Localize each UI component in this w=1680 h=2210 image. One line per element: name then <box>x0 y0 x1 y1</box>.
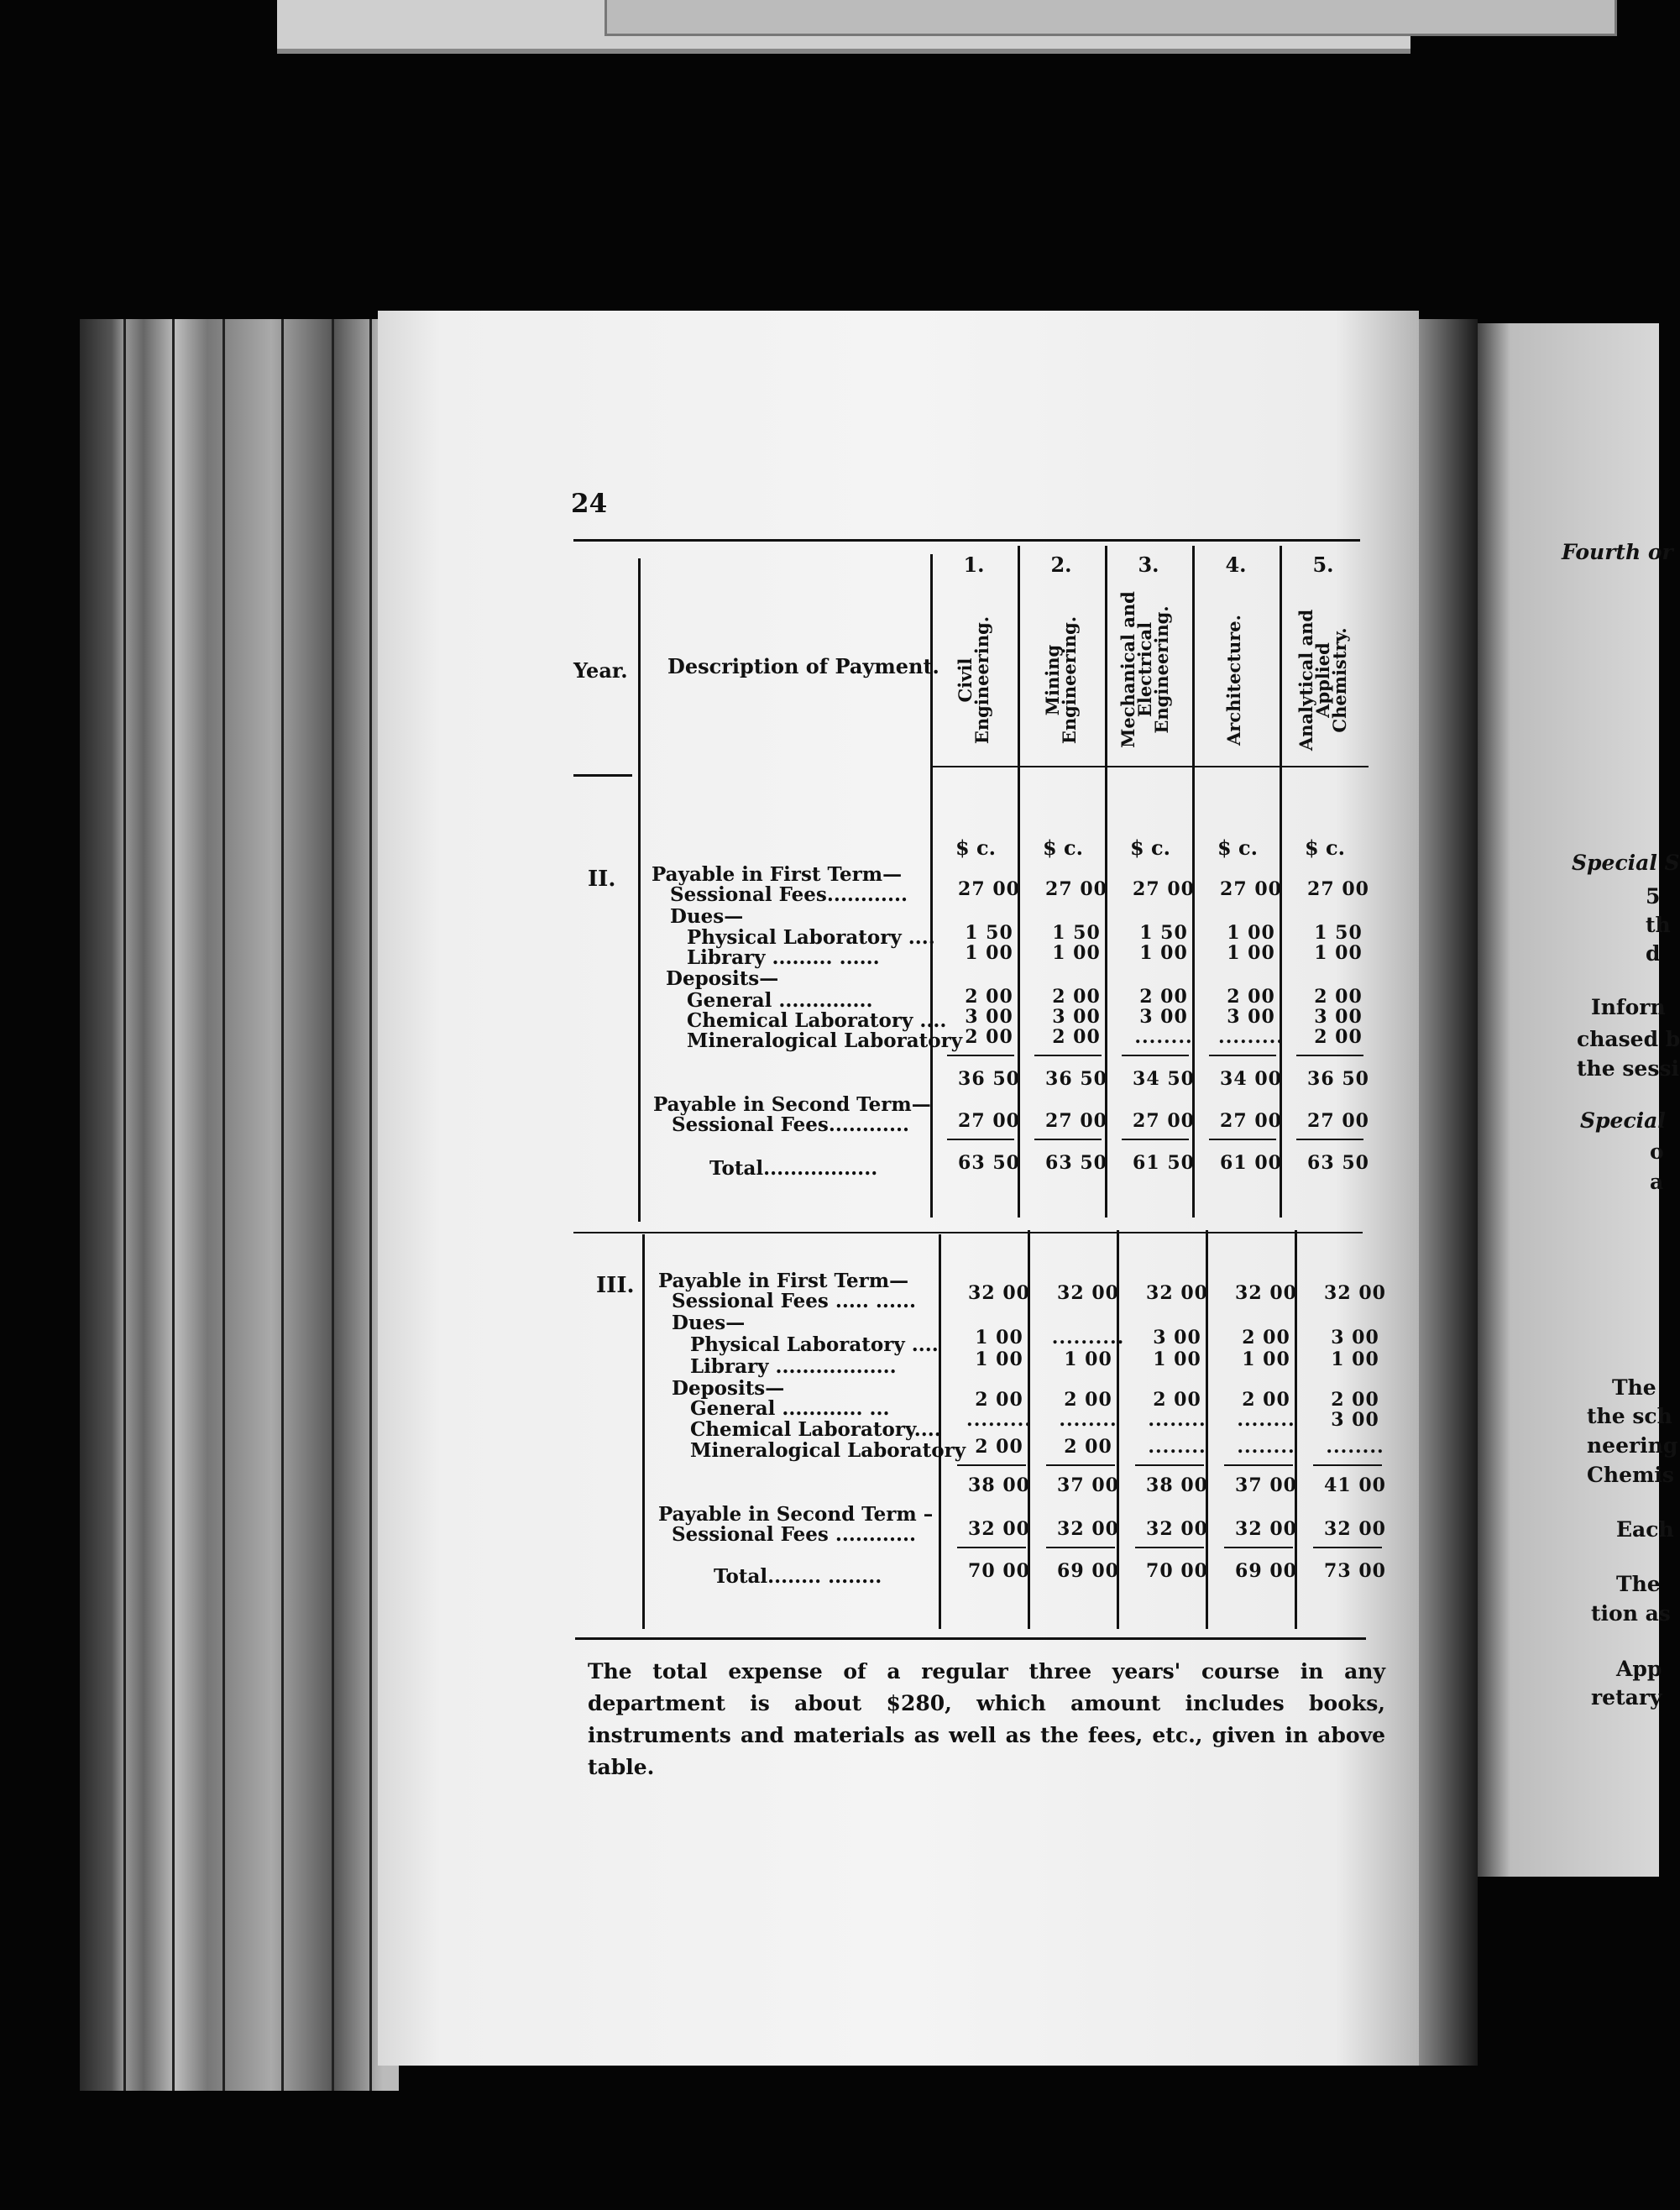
subtotal-rule <box>1313 1464 1382 1466</box>
fee-cell: ........ <box>1059 1409 1117 1431</box>
fee-cell: 2 00 <box>1139 986 1188 1008</box>
right-page-text: Chemis <box>1587 1463 1675 1487</box>
page-edge-line <box>332 319 334 2091</box>
fee-cell: 32 00 <box>1235 1518 1297 1540</box>
subtotal-rule <box>1209 1055 1276 1056</box>
row-label: Payable in First Term— <box>658 1270 909 1292</box>
fee-cell: 2 00 <box>1227 986 1275 1008</box>
page-number: 24 <box>571 489 608 519</box>
right-page-text: retary <box>1591 1685 1662 1710</box>
row-label: Sessional Fees ............ <box>672 1523 916 1546</box>
fee-cell: 1 00 <box>965 942 1013 964</box>
right-page-heading: Fourth or <box>1562 540 1673 564</box>
row-label: Dues— <box>672 1312 746 1334</box>
unit-label: $ c. <box>1217 835 1259 860</box>
fee-cell: 27 00 <box>1220 878 1282 900</box>
total-cell: 69 00 <box>1057 1560 1119 1582</box>
fee-cell: 32 00 <box>968 1282 1030 1304</box>
row-label: Sessional Fees ..... ...... <box>672 1290 916 1312</box>
fee-cell: 27 00 <box>958 878 1020 900</box>
total-rule <box>1135 1547 1204 1548</box>
fee-cell: 2 00 <box>975 1389 1023 1411</box>
column-number-3: 3. <box>1138 552 1159 577</box>
fee-cell: 27 00 <box>1307 878 1369 900</box>
column-name-line: Mechanical and <box>1117 591 1138 748</box>
fee-cell: 2 00 <box>965 1026 1013 1048</box>
page-edge-line <box>172 319 175 2091</box>
header-rule-year <box>573 774 632 777</box>
right-page-text: The <box>1612 1375 1656 1400</box>
unit-label: $ c. <box>1304 835 1346 860</box>
fee-cell: 2 00 <box>1331 1389 1379 1411</box>
row-label: Chemical Laboratory .... <box>687 1009 947 1032</box>
fee-cell: 2 00 <box>1052 1026 1101 1048</box>
subtotal-rule <box>957 1464 1026 1466</box>
fee-cell: 1 00 <box>1242 1349 1290 1370</box>
fee-cell: 2 00 <box>975 1436 1023 1458</box>
row-label: Payable in First Term— <box>652 863 903 886</box>
unit-label: $ c. <box>1042 835 1084 860</box>
fee-cell: 3 00 <box>1331 1327 1379 1349</box>
fee-cell: 2 00 <box>1314 1026 1363 1048</box>
row-label: Physical Laboratory .... <box>690 1333 939 1356</box>
subtotal-cell: 34 50 <box>1133 1068 1195 1090</box>
total-cell: 63 50 <box>958 1152 1020 1174</box>
book-page-edges <box>80 319 399 2091</box>
row-label: Mineralogical Laboratory <box>690 1439 966 1462</box>
fee-cell: 1 50 <box>1314 922 1363 944</box>
fee-cell: 3 00 <box>1331 1409 1379 1431</box>
fee-cell: 3 00 <box>1139 1006 1188 1028</box>
row-label: Sessional Fees............ <box>670 883 908 906</box>
fee-cell: 2 00 <box>1242 1389 1290 1411</box>
subtotal-cell: 41 00 <box>1324 1474 1386 1496</box>
fee-cell: ......... <box>1218 1026 1284 1048</box>
fee-cell: 1 00 <box>975 1349 1023 1370</box>
page-edge-line <box>123 319 126 2091</box>
fee-cell: 1 50 <box>965 922 1013 944</box>
fee-cell: 1 00 <box>1331 1349 1379 1370</box>
column-name-line: Engineering. <box>1151 605 1172 734</box>
fee-cell: 2 00 <box>1314 986 1363 1008</box>
subtotal-rule <box>1046 1464 1115 1466</box>
column-name-line: Mining <box>1042 644 1063 716</box>
book-gutter <box>1419 319 1478 2066</box>
fee-cell: 32 00 <box>1146 1518 1208 1540</box>
previous-frame-inner <box>604 0 1617 36</box>
column-name-line: Chemistry. <box>1329 627 1350 733</box>
row-label: Library .................. <box>690 1355 897 1378</box>
total-rule <box>1209 1139 1276 1140</box>
fee-cell: 3 00 <box>1227 1006 1275 1028</box>
right-page-text: App <box>1616 1657 1662 1681</box>
unit-label: $ c. <box>1129 835 1171 860</box>
fee-cell: 3 00 <box>1052 1006 1101 1028</box>
row-label: Sessional Fees............ <box>672 1113 909 1136</box>
table-top-rule <box>573 539 1360 542</box>
row-label: Library ......... ...... <box>687 946 880 969</box>
table-bottom-rule <box>575 1637 1366 1640</box>
fee-cell: 2 00 <box>965 986 1013 1008</box>
total-cell: 70 00 <box>1146 1560 1208 1582</box>
year-label-ii: II. <box>588 867 616 892</box>
row-label: General .............. <box>687 989 873 1012</box>
subtotal-rule <box>1034 1055 1102 1056</box>
row-label: Dues— <box>670 905 744 928</box>
total-cell: 70 00 <box>968 1560 1030 1582</box>
right-page-text: chased b <box>1577 1027 1680 1051</box>
fee-cell: 1 00 <box>1227 922 1275 944</box>
column-name-line: Engineering. <box>971 615 992 745</box>
unit-label: $ c. <box>955 835 997 860</box>
fee-cell: 32 00 <box>1324 1518 1386 1540</box>
fee-cell: 1 00 <box>1139 942 1188 964</box>
fee-cell: 27 00 <box>1133 1110 1195 1132</box>
total-rule <box>957 1547 1026 1548</box>
right-page-text: Special S <box>1572 851 1680 875</box>
subtotal-rule <box>947 1055 1014 1056</box>
total-rule <box>1313 1547 1382 1548</box>
fee-cell: 32 00 <box>1235 1282 1297 1304</box>
fee-cell: .......... <box>1051 1327 1125 1349</box>
subtotal-cell: 34 00 <box>1220 1068 1282 1090</box>
column-number-1: 1. <box>963 552 985 577</box>
column-number-4: 4. <box>1225 552 1247 577</box>
subtotal-cell: 37 00 <box>1235 1474 1297 1496</box>
fee-cell: 1 00 <box>1314 942 1363 964</box>
total-rule <box>1224 1547 1293 1548</box>
fee-cell: 1 00 <box>1153 1349 1201 1370</box>
column-name-line: Civil <box>955 657 976 703</box>
subtotal-rule <box>1224 1464 1293 1466</box>
total-rule <box>1034 1139 1102 1140</box>
fee-cell: ......... <box>966 1409 1032 1431</box>
page-edge-line <box>281 319 284 2091</box>
right-page-text: Special <box>1580 1108 1666 1133</box>
subtotal-cell: 37 00 <box>1057 1474 1119 1496</box>
header-rule-columns <box>932 766 1369 767</box>
section-divider-rule <box>573 1232 1363 1233</box>
fee-cell: ........ <box>1326 1436 1384 1458</box>
subtotal-cell: 38 00 <box>1146 1474 1208 1496</box>
fee-cell: 1 00 <box>1052 942 1101 964</box>
fee-cell: 2 00 <box>1064 1389 1112 1411</box>
fee-cell: 27 00 <box>1133 878 1195 900</box>
right-page-text: neering <box>1587 1433 1678 1458</box>
row-label: Deposits— <box>672 1377 785 1400</box>
fee-cell: 32 00 <box>1324 1282 1386 1304</box>
right-page-text: Inforn <box>1591 995 1666 1019</box>
total-cell: 61 00 <box>1220 1152 1282 1174</box>
right-page <box>1478 323 1680 1877</box>
total-rule <box>947 1139 1014 1140</box>
row-label: General ............ ... <box>690 1397 890 1420</box>
total-label: Total........ ........ <box>714 1565 882 1588</box>
right-page-text: Each <box>1616 1517 1674 1542</box>
fee-cell: 1 50 <box>1052 922 1101 944</box>
year-column-header: Year. <box>573 658 628 683</box>
description-column-header: Description of Payment. <box>667 654 939 678</box>
right-page-text: the sch <box>1587 1404 1672 1428</box>
footnote-paragraph: The total expense of a regular three years' course in any department is about $280, which amount includes books, instruments and materials as well as the fees, etc., given in above table. <box>588 1659 1385 1779</box>
fee-cell: 32 00 <box>1057 1282 1119 1304</box>
total-rule <box>1122 1139 1189 1140</box>
right-page-text: the sessi <box>1577 1056 1679 1081</box>
fee-cell: 32 00 <box>1146 1282 1208 1304</box>
subtotal-cell: 38 00 <box>968 1474 1030 1496</box>
previous-frame-edge <box>277 0 1410 54</box>
right-page-text: The <box>1616 1572 1661 1596</box>
fee-cell: ........ <box>1237 1436 1295 1458</box>
fee-cell: 1 00 <box>1227 942 1275 964</box>
fee-cell: 27 00 <box>1220 1110 1282 1132</box>
total-label: Total................. <box>709 1157 878 1180</box>
page-edge-line <box>222 319 225 2091</box>
fee-cell: 2 00 <box>1242 1327 1290 1349</box>
total-cell: 63 50 <box>1045 1152 1107 1174</box>
column-name-line: Applied <box>1312 642 1333 718</box>
row-label: Physical Laboratory .... <box>687 926 935 949</box>
fee-cell: 27 00 <box>1307 1110 1369 1132</box>
right-page-text: 5 <box>1646 884 1661 909</box>
row-label: Deposits— <box>666 967 779 990</box>
fee-cell: 27 00 <box>1045 1110 1107 1132</box>
page-edge-line <box>369 319 372 2091</box>
fee-cell: 27 00 <box>958 1110 1020 1132</box>
fee-cell: ........ <box>1237 1409 1295 1431</box>
subtotal-cell: 36 50 <box>1045 1068 1107 1090</box>
column-number-2: 2. <box>1050 552 1072 577</box>
row-label: Chemical Laboratory.... <box>690 1418 941 1441</box>
subtotal-rule <box>1296 1055 1363 1056</box>
column-name-line: Architecture. <box>1223 615 1244 746</box>
right-page-text: d <box>1646 941 1661 966</box>
column-name-line: Electrical <box>1134 621 1155 718</box>
fee-cell: 2 00 <box>1064 1436 1112 1458</box>
column-rule <box>638 558 641 1222</box>
fee-cell: 32 00 <box>968 1518 1030 1540</box>
fee-cell: ........ <box>1148 1436 1206 1458</box>
fee-cell: 1 00 <box>1064 1349 1112 1370</box>
row-label: Payable in Second Term – <box>658 1503 934 1526</box>
total-rule <box>1046 1547 1115 1548</box>
fee-cell: 27 00 <box>1045 878 1107 900</box>
right-page-text: a <box>1650 1170 1664 1194</box>
total-cell: 73 00 <box>1324 1560 1386 1582</box>
fee-cell: 1 50 <box>1139 922 1188 944</box>
subtotal-rule <box>1135 1464 1204 1466</box>
subtotal-cell: 36 50 <box>958 1068 1020 1090</box>
column-number-5: 5. <box>1312 552 1334 577</box>
column-name-line: Analytical and <box>1295 609 1316 752</box>
fee-cell: 3 00 <box>1153 1327 1201 1349</box>
right-page-text: o <box>1650 1139 1664 1164</box>
total-rule <box>1296 1139 1363 1140</box>
column-name-line: Engineering. <box>1059 615 1080 745</box>
total-cell: 69 00 <box>1235 1560 1297 1582</box>
right-page-text: tion as <box>1591 1601 1671 1626</box>
total-cell: 63 50 <box>1307 1152 1369 1174</box>
fee-cell: ........ <box>1134 1026 1193 1048</box>
row-label: Mineralogical Laboratory <box>687 1029 963 1052</box>
year-label-iii: III. <box>596 1273 635 1298</box>
fee-cell: 2 00 <box>1153 1389 1201 1411</box>
total-cell: 61 50 <box>1133 1152 1195 1174</box>
subtotal-rule <box>1122 1055 1189 1056</box>
column-rule <box>642 1234 645 1629</box>
fee-cell: ........ <box>1148 1409 1206 1431</box>
right-page-text: th <box>1646 913 1671 937</box>
fee-cell: 32 00 <box>1057 1518 1119 1540</box>
fee-cell: 3 00 <box>1314 1006 1363 1028</box>
fee-cell: 3 00 <box>965 1006 1013 1028</box>
row-label: Payable in Second Term— <box>653 1093 931 1116</box>
subtotal-cell: 36 50 <box>1307 1068 1369 1090</box>
fee-cell: 2 00 <box>1052 986 1101 1008</box>
fee-cell: 1 00 <box>975 1327 1023 1349</box>
